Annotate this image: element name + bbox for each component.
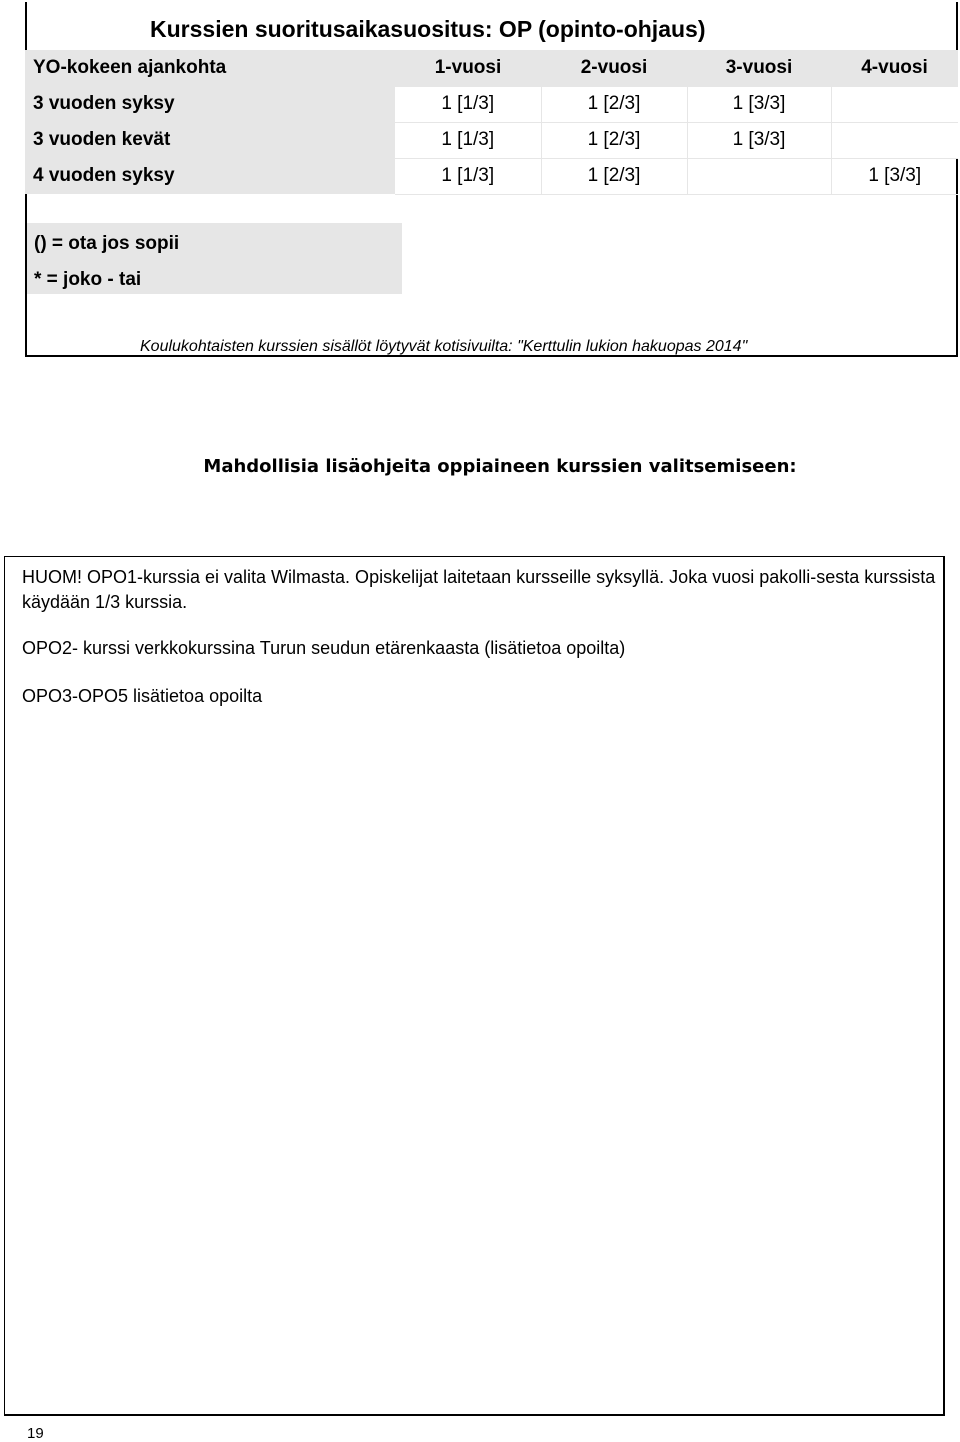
table-cell [831,122,958,158]
table-row [25,158,958,194]
row-label: 4 vuoden syksy [25,158,395,194]
note-paragraph: OPO3-OPO5 lisätietoa opoilta [22,686,263,706]
table-cell: 1 [2/3] [541,158,687,194]
table-cell: 1 [3/3] [687,122,831,158]
table-cell: 1 [2/3] [541,122,687,158]
header-cell-year-3: 3-vuosi [687,50,831,86]
header-cell-year-2: 2-vuosi [541,50,687,86]
table-cell [687,158,831,194]
legend-box [27,223,402,294]
table-header-row [25,50,958,86]
schedule-table [25,50,958,195]
source-note: Koulukohtaisten kurssien sisällöt löytyvät kotisivuilta: "Kerttulin lukion hakuopas 2014" [140,338,748,355]
table-cell: 1 [2/3] [541,86,687,122]
page-number: 19 [27,1425,44,1442]
additional-instructions-heading: Mahdollisia lisäohjeita oppiaineen kurssien valitsemiseen: [203,456,797,477]
note-paragraph: OPO2- kurssi verkkokurssina Turun seudun etärenkaasta (lisätietoa opoilta) [22,638,626,658]
table-cell: 1 [3/3] [687,86,831,122]
header-cell-year-1: 1-vuosi [395,50,541,86]
table-row [25,122,958,158]
header-cell-year-4: 4-vuosi [831,50,958,86]
row-label: 3 vuoden kevät [25,122,395,158]
table-cell: 1 [1/3] [395,122,541,158]
note-paragraph: HUOM! OPO1-kurssia ei valita Wilmasta. Opiskelijat laitetaan kursseille syksyllä. Joka vuosi pakolli-sesta kurssista käydään 1/3 kurssia. [22,567,936,612]
table-row [25,86,958,122]
table-cell: 1 [1/3] [395,158,541,194]
table-cell [831,86,958,122]
document-title: Kurssien suoritusaikasuositus: OP (opinto-ohjaus) [150,16,706,42]
table-cell: 1 [1/3] [395,86,541,122]
header-cell-exam-time: YO-kokeen ajankohta [25,50,395,86]
notes-box [4,556,945,1416]
table-cell: 1 [3/3] [831,158,958,194]
row-label: 3 vuoden syksy [25,86,395,122]
legend-item-either-or: * = joko - tai [34,269,142,290]
legend-item-optional: () = ota jos sopii [34,233,180,254]
